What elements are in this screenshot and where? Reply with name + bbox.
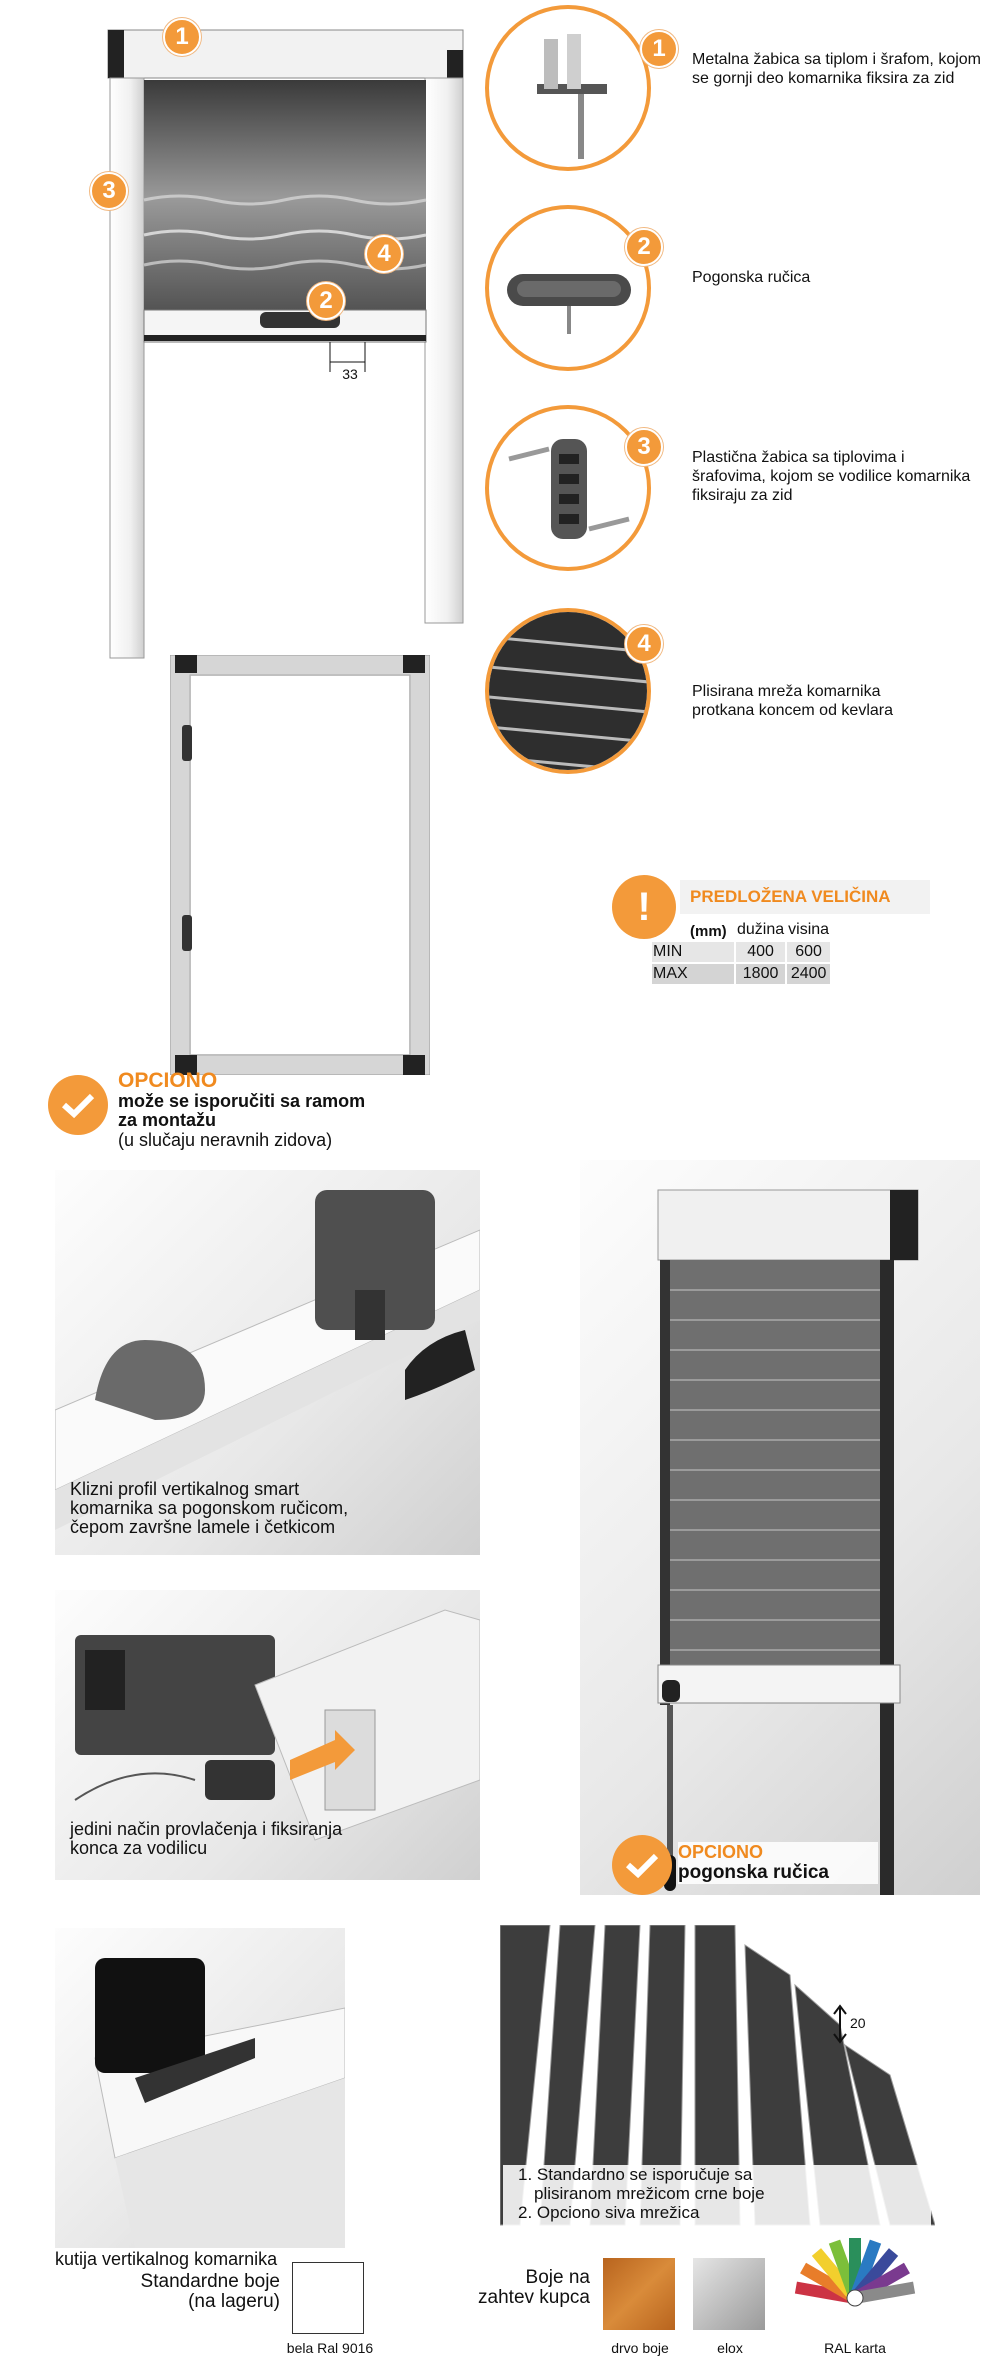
swatch-wood — [603, 2258, 675, 2330]
option-handle-block — [678, 1842, 878, 1884]
metal-clip-icon — [489, 9, 649, 169]
swatch-wood-label: drvo boje — [611, 2340, 669, 2356]
option-handle-check-icon — [612, 1835, 672, 1895]
feature-circle-1 — [485, 5, 651, 171]
feature-text-4: Plisirana mreža komarnika protkana koncem od kevlara — [692, 683, 893, 719]
pleat-note-line: plisiranom mrežicom crne boje — [534, 2184, 765, 2203]
standard-colors-label — [100, 2272, 280, 2312]
feature-text-3: Plastična žabica sa tiplovima i šrafovima, kojom se vodilice komarnika fiksiraju za zid — [692, 449, 971, 504]
feature-badge-2: 2 — [625, 228, 663, 266]
option-check-icon — [48, 1075, 108, 1135]
thread-caption-line: konca za vodilicu — [70, 1838, 208, 1858]
profile-caption-line: Klizni profil vertikalnog smart — [70, 1479, 300, 1499]
request-colors-line: zahtev kupca — [478, 2287, 590, 2308]
badge-3: 3 — [90, 172, 128, 210]
feature-circle-4 — [485, 608, 651, 774]
swatch-elox-label: elox — [717, 2340, 743, 2356]
feature-text-2: Pogonska ručica — [692, 269, 811, 286]
size-title: PREDLOŽENA VELIČINA — [690, 887, 891, 906]
plastic-clip-icon — [489, 409, 649, 569]
dimension-label: 33 — [342, 366, 358, 382]
box-photo — [55, 1928, 345, 2248]
standard-colors-line: (na lageru) — [188, 2291, 280, 2312]
thread-caption-line: jedini način provlačenja i fiksiranja — [70, 1819, 343, 1839]
product-main-illustration — [90, 20, 480, 660]
feature-badge-1: 1 — [640, 30, 678, 68]
thread-caption — [70, 1820, 470, 1858]
option-handle-text: pogonska ručica — [678, 1862, 829, 1883]
size-row-label: MAX — [653, 965, 688, 982]
size-value: 600 — [795, 943, 822, 960]
profile-caption — [70, 1480, 450, 1537]
feature-badge-4: 4 — [625, 625, 663, 663]
size-grid — [650, 918, 930, 986]
size-row-label: MIN — [653, 943, 683, 960]
size-value: 400 — [747, 943, 774, 960]
swatch-white-label: bela Ral 9016 — [286, 2340, 374, 2356]
size-header-row — [652, 920, 830, 940]
badge-4: 4 — [365, 235, 403, 273]
feature-badge-3: 3 — [625, 428, 663, 466]
swatch-white — [292, 2262, 364, 2334]
size-header-length: dužina — [737, 921, 785, 938]
pleat-note-line: 1. Standardno se isporučuje sa — [518, 2165, 753, 2184]
mosquito-net-drawing — [90, 20, 480, 660]
size-header-height: visina — [788, 921, 830, 938]
size-row-min — [652, 942, 830, 962]
handle-icon — [489, 209, 649, 369]
size-row-max — [652, 964, 830, 984]
size-value: 1800 — [742, 965, 779, 982]
badge-1: 1 — [163, 18, 201, 56]
pleat-note-line: 2. Opciono siva mrežica — [518, 2203, 700, 2222]
option-frame-line1: može se isporučiti sa ramom — [118, 1091, 366, 1111]
pleated-mesh-icon — [489, 612, 649, 772]
size-unit: (mm) — [690, 923, 727, 940]
exclamation-icon: ! — [637, 884, 651, 929]
feature-circle-3 — [485, 405, 651, 571]
profile-caption-line: čepom završne lamele i četkicom — [70, 1517, 336, 1537]
box-caption: kutija vertikalnog komarnika — [55, 2249, 278, 2269]
badge-2: 2 — [307, 282, 345, 320]
ral-chart-icon — [790, 2228, 920, 2338]
mounting-frame-illustration — [170, 655, 430, 1075]
feature-circle-2 — [485, 205, 651, 371]
option-frame-line3: (u slučaju neravnih zidova) — [118, 1130, 333, 1150]
size-value: 2400 — [790, 965, 827, 982]
option-frame-line2: za montažu — [118, 1110, 217, 1130]
profile-caption-line: komarnika sa pogonskom ručicom, — [70, 1498, 349, 1518]
swatch-elox — [693, 2258, 765, 2330]
option-frame-block — [118, 1070, 418, 1150]
standard-colors-line: Standardne boje — [140, 2271, 280, 2292]
pleat-dimension: 20 — [850, 2015, 866, 2031]
ral-chart-label: RAL karta — [824, 2340, 886, 2356]
option-frame-title: OPCIONO — [118, 1069, 218, 1092]
installed-net-photo — [580, 1160, 980, 1895]
request-colors-label — [455, 2268, 590, 2308]
option-handle-title: OPCIONO — [678, 1842, 764, 1862]
feature-text-1: Metalna žabica sa tiplom i šrafom, kojom se gornji deo komarnika fiksira za zid — [692, 51, 981, 87]
request-colors-line: Boje na — [525, 2267, 590, 2288]
